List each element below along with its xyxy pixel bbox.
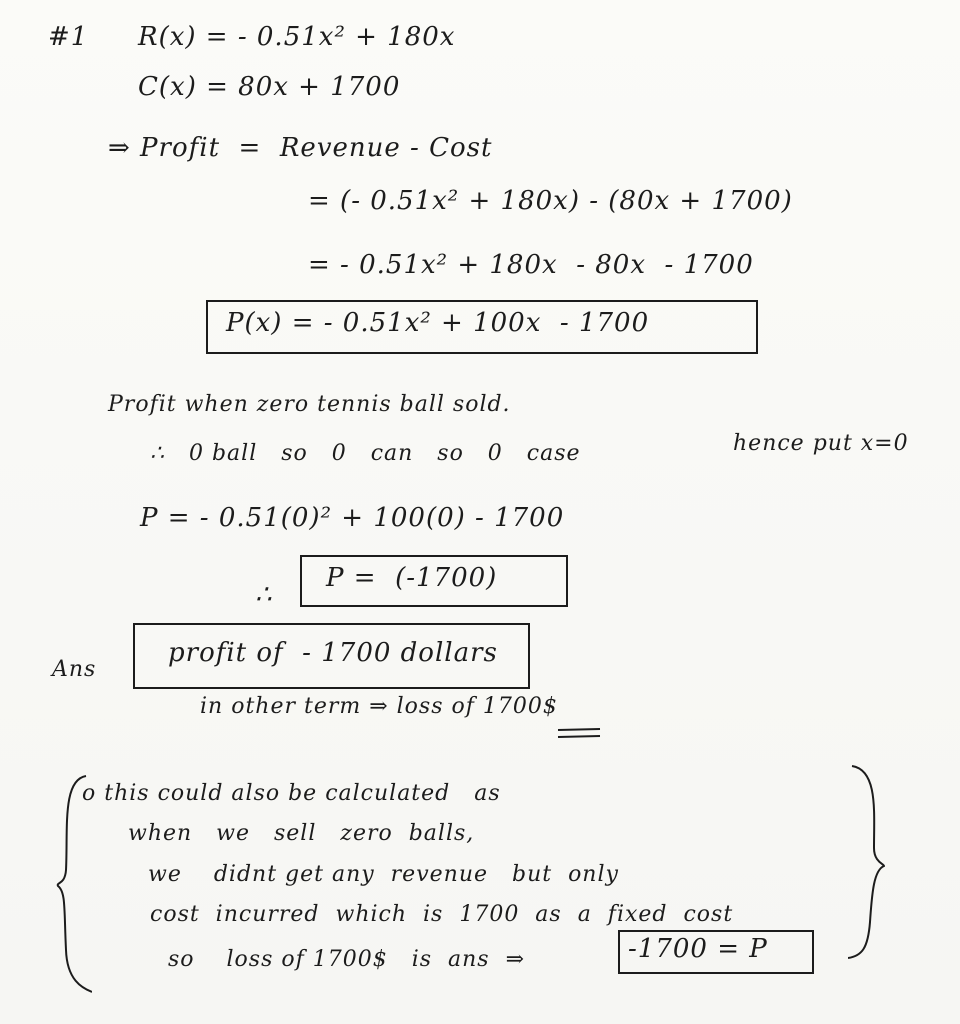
answer-text: profit of - 1700 dollars xyxy=(168,638,498,668)
profit-expanded: = - 0.51x² + 180x - 80x - 1700 xyxy=(308,250,754,280)
other-terms-line: in other term ⇒ loss of 1700$ xyxy=(200,694,558,719)
cost-function: C(x) = 80x + 1700 xyxy=(138,72,401,102)
profit-function: P(x) = - 0.51x² + 100x - 1700 xyxy=(226,308,650,338)
answer-label: Ans xyxy=(52,657,97,682)
reasoning-line: ∴ 0 ball so 0 can so 0 case xyxy=(150,441,581,466)
problem-number: #1 xyxy=(48,22,89,52)
hence-line: hence put x=0 xyxy=(733,431,909,456)
therefore-symbol: ∴ xyxy=(255,580,273,610)
result-value: P = (-1700) xyxy=(326,563,498,593)
profit-definition: ⇒ Profit = Revenue - Cost xyxy=(108,133,493,163)
note-line-2: when we sell zero balls, xyxy=(128,821,475,846)
note-line-3: we didnt get any revenue but only xyxy=(148,862,619,887)
right-brace xyxy=(848,762,888,962)
note-line-5: so loss of 1700$ is ans ⇒ xyxy=(168,947,526,972)
profit-substitution: = (- 0.51x² + 180x) - (80x + 1700) xyxy=(308,186,793,216)
note-line-1: o this could also be calculated as xyxy=(82,781,501,806)
question-line: Profit when zero tennis ball sold. xyxy=(108,392,511,417)
final-answer: -1700 = P xyxy=(628,934,768,964)
note-line-4: cost incurred which is 1700 as a fixed cost xyxy=(150,902,734,927)
revenue-function: R(x) = - 0.51x² + 180x xyxy=(138,22,456,52)
double-underline xyxy=(556,726,604,740)
evaluation-line: P = - 0.51(0)² + 100(0) - 1700 xyxy=(140,503,565,533)
